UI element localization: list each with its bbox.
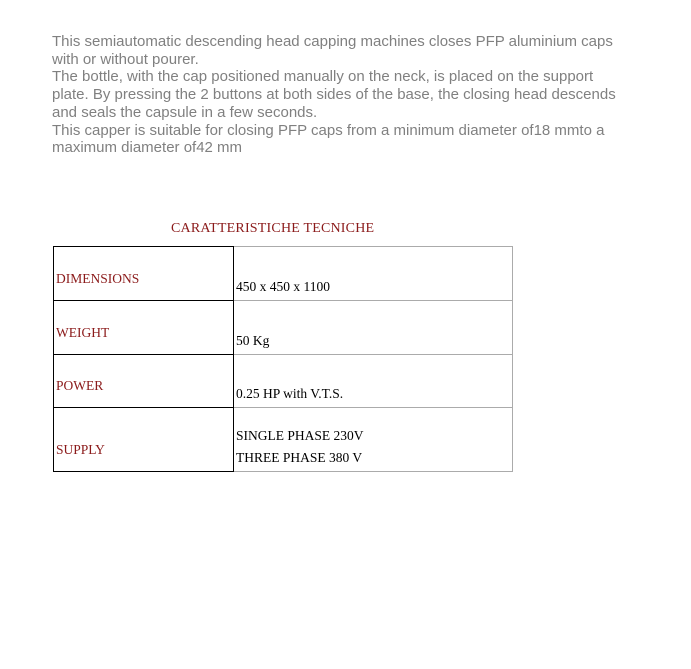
spec-value-line: 0.25 HP with V.T.S.	[236, 386, 344, 401]
spec-value-line: 50 Kg	[236, 333, 270, 348]
specs-table	[53, 246, 513, 472]
table-row-supply	[54, 408, 513, 472]
table-row-weight	[54, 301, 513, 355]
spec-value-line: SINGLE PHASE 230V	[236, 428, 364, 443]
spec-value-supply	[234, 408, 513, 472]
description-line: This capper is suitable for closing PFP caps from a minimum diameter of18 mmto a	[52, 121, 605, 139]
spec-label-dimensions: DIMENSIONS	[54, 247, 234, 301]
description-line: with or without pourer.	[52, 50, 199, 68]
description-line: maximum diameter of42 mm	[52, 139, 243, 157]
spec-value-power	[234, 355, 513, 408]
spec-label-weight: WEIGHT	[54, 301, 234, 355]
table-row-power	[54, 355, 513, 408]
spec-value-weight	[234, 301, 513, 355]
table-row-dimensions	[54, 247, 513, 301]
spec-label-power: POWER	[54, 355, 234, 408]
product-description	[52, 33, 616, 157]
spec-label-supply: SUPPLY	[54, 408, 234, 472]
description-line: The bottle, with the cap positioned manually on the neck, is placed on the support	[52, 68, 594, 86]
spec-value-line: 450 x 450 x 1100	[236, 279, 330, 294]
spec-value-dimensions	[234, 247, 513, 301]
description-line: plate. By pressing the 2 buttons at both sides of the base, the closing head descends	[52, 86, 616, 104]
spec-value-line: THREE PHASE 380 V	[236, 450, 363, 465]
description-line: and seals the capsule in a few seconds.	[52, 103, 318, 121]
description-line: This semiautomatic descending head capping machines closes PFP aluminium caps	[52, 33, 613, 50]
specs-heading: CARATTERISTICHE TECNICHE	[171, 221, 375, 236]
